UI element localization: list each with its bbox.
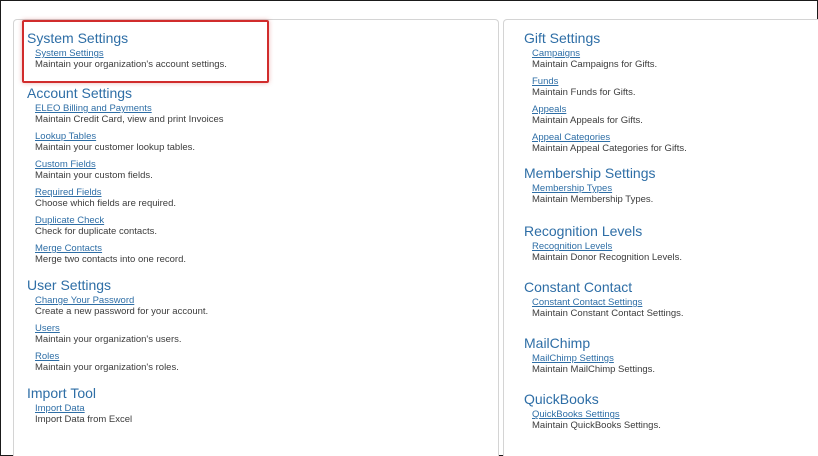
item-description: Merge two contacts into one record. xyxy=(35,254,187,265)
settings-item xyxy=(35,48,227,70)
duplicate-check-link[interactable]: Duplicate Check xyxy=(35,215,105,226)
settings-item xyxy=(35,351,208,373)
settings-item xyxy=(532,353,655,375)
constant-contact-section xyxy=(524,279,684,325)
item-description: Maintain your customer lookup tables. xyxy=(35,142,195,153)
item-description: Maintain Appeals for Gifts. xyxy=(532,115,643,126)
required-fields-link[interactable]: Required Fields xyxy=(35,187,102,198)
item-description: Choose which fields are required. xyxy=(35,198,176,209)
system-settings-link[interactable]: System Settings xyxy=(35,48,104,59)
item-description: Maintain Donor Recognition Levels. xyxy=(532,252,682,263)
constant-contact-heading: Constant Contact xyxy=(524,279,633,295)
custom-fields-link[interactable]: Custom Fields xyxy=(35,159,96,170)
settings-item xyxy=(35,323,208,345)
item-description: Maintain your organization's users. xyxy=(35,334,182,345)
gift-settings-heading: Gift Settings xyxy=(524,30,601,46)
item-description: Maintain Membership Types. xyxy=(532,194,654,205)
item-description: Maintain Funds for Gifts. xyxy=(532,87,636,98)
settings-item xyxy=(532,183,656,205)
mailchimp-settings-link[interactable]: MailChimp Settings xyxy=(532,353,614,364)
account-settings-section xyxy=(27,85,224,271)
recognition-levels-link[interactable]: Recognition Levels xyxy=(532,241,613,252)
settings-item xyxy=(35,403,132,425)
user-settings-heading: User Settings xyxy=(27,277,112,293)
recognition-levels-heading: Recognition Levels xyxy=(524,223,643,239)
roles-link[interactable]: Roles xyxy=(35,351,60,362)
system-settings-section xyxy=(27,30,227,76)
item-description: Maintain Credit Card, view and print Invoices xyxy=(35,114,224,125)
settings-item xyxy=(532,297,684,319)
membership-types-link[interactable]: Membership Types xyxy=(532,183,613,194)
right-settings-panel xyxy=(503,19,818,456)
account-settings-heading: Account Settings xyxy=(27,85,133,101)
membership-settings-heading: Membership Settings xyxy=(524,165,656,181)
constant-contact-settings-link[interactable]: Constant Contact Settings xyxy=(532,297,643,308)
item-description: Maintain Campaigns for Gifts. xyxy=(532,59,658,70)
settings-item xyxy=(532,132,687,154)
item-description: Check for duplicate contacts. xyxy=(35,226,157,237)
eleo-billing-link[interactable]: ELEO Billing and Payments xyxy=(35,103,152,114)
item-description: Maintain your organization's account settings. xyxy=(35,59,227,70)
item-description: Maintain MailChimp Settings. xyxy=(532,364,656,375)
settings-item xyxy=(35,295,208,317)
change-password-link[interactable]: Change Your Password xyxy=(35,295,135,306)
membership-settings-section xyxy=(524,165,656,211)
merge-contacts-link[interactable]: Merge Contacts xyxy=(35,243,103,254)
settings-item xyxy=(35,159,224,181)
settings-item xyxy=(532,241,682,263)
quickbooks-section xyxy=(524,391,661,437)
recognition-levels-section xyxy=(524,223,682,269)
import-tool-heading: Import Tool xyxy=(27,385,96,401)
import-tool-section xyxy=(27,385,132,431)
settings-item xyxy=(532,76,687,98)
campaigns-link[interactable]: Campaigns xyxy=(532,48,581,59)
lookup-tables-link[interactable]: Lookup Tables xyxy=(35,131,97,142)
item-description: Maintain your organization's roles. xyxy=(35,362,179,373)
mailchimp-heading: MailChimp xyxy=(524,335,591,351)
quickbooks-heading: QuickBooks xyxy=(524,391,599,407)
appeals-link[interactable]: Appeals xyxy=(532,104,567,115)
user-settings-section xyxy=(27,277,208,379)
item-description: Maintain your custom fields. xyxy=(35,170,153,181)
item-description: Maintain Appeal Categories for Gifts. xyxy=(532,143,687,154)
item-description: Maintain Constant Contact Settings. xyxy=(532,308,684,319)
mailchimp-section xyxy=(524,335,655,381)
appeal-categories-link[interactable]: Appeal Categories xyxy=(532,132,611,143)
settings-item xyxy=(35,103,224,125)
system-settings-heading: System Settings xyxy=(27,30,129,46)
users-link[interactable]: Users xyxy=(35,323,60,334)
item-description: Create a new password for your account. xyxy=(35,306,209,317)
settings-item xyxy=(35,131,224,153)
gift-settings-section xyxy=(524,30,687,160)
funds-link[interactable]: Funds xyxy=(532,76,559,87)
settings-item xyxy=(532,409,661,431)
settings-item xyxy=(35,243,224,265)
item-description: Import Data from Excel xyxy=(35,414,133,425)
settings-item xyxy=(532,48,687,70)
settings-item xyxy=(35,187,224,209)
settings-item xyxy=(532,104,687,126)
quickbooks-settings-link[interactable]: QuickBooks Settings xyxy=(532,409,620,420)
item-description: Maintain QuickBooks Settings. xyxy=(532,420,661,431)
import-data-link[interactable]: Import Data xyxy=(35,403,85,414)
settings-item xyxy=(35,215,224,237)
left-settings-panel xyxy=(13,19,499,456)
